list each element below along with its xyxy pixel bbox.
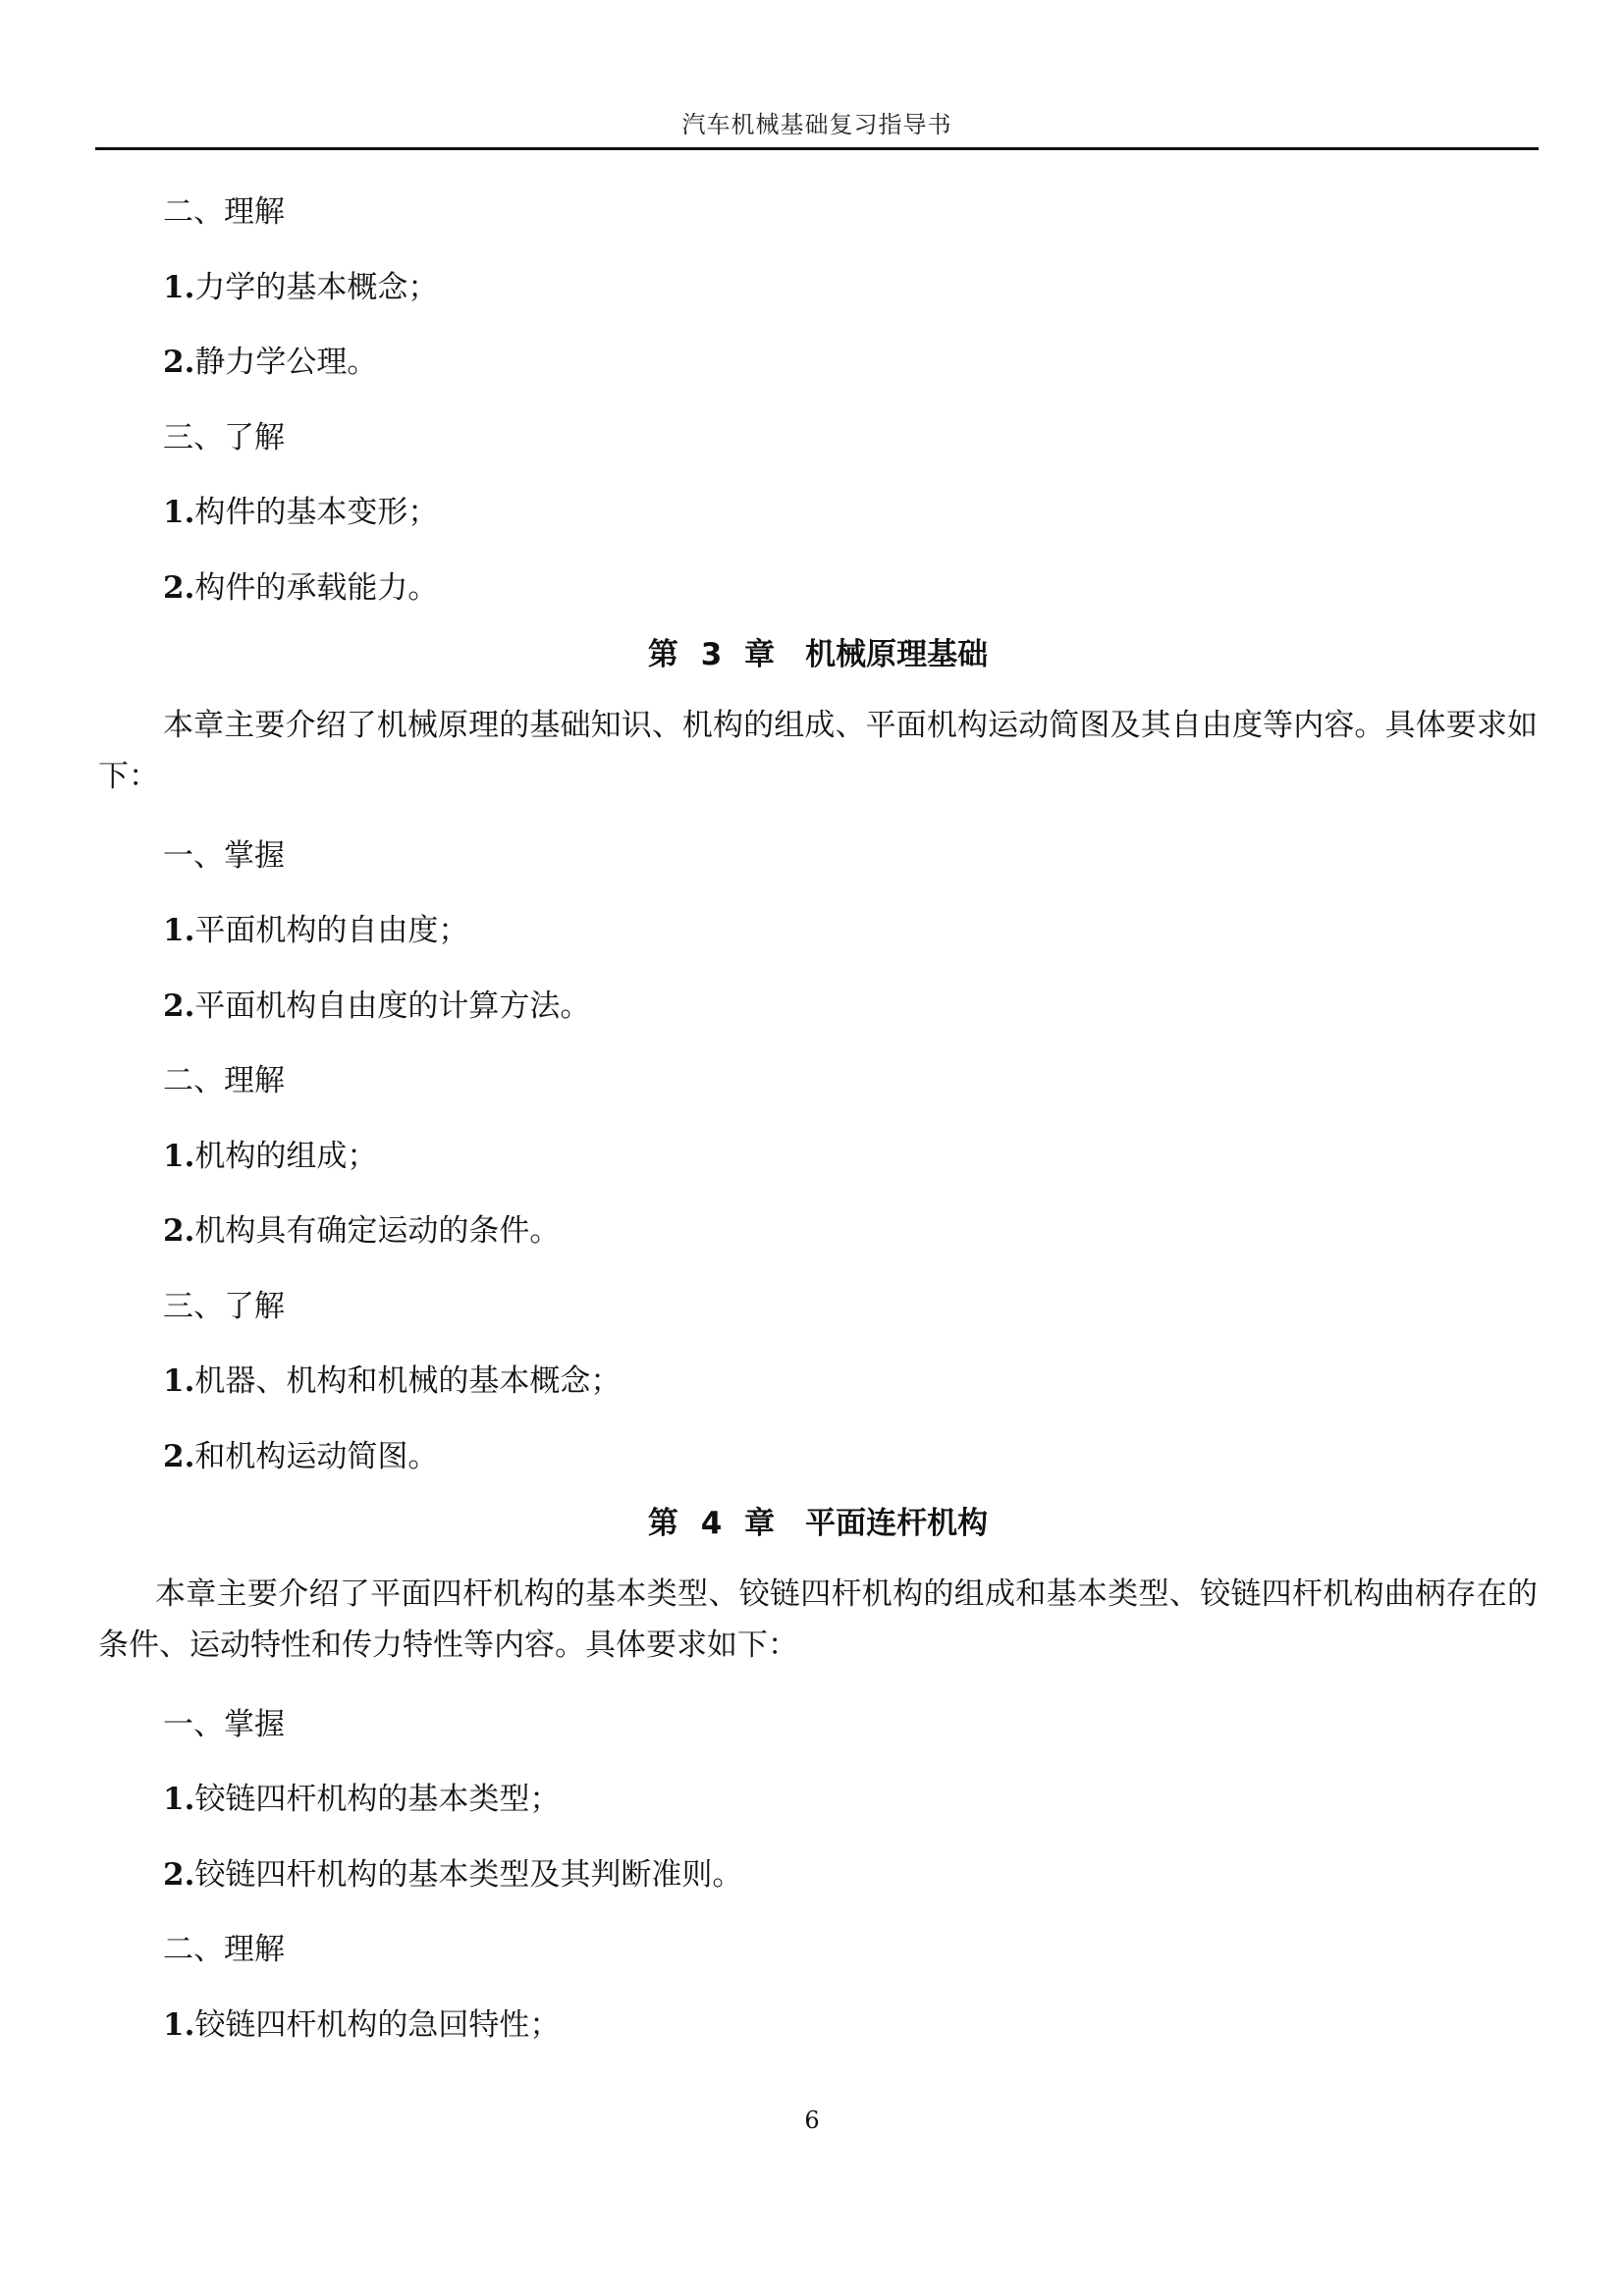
list-item: 1.机构的组成； (163, 1139, 378, 1174)
header-rule (95, 147, 1539, 150)
list-item: 1.铰链四杆机构的基本类型； (163, 1782, 561, 1817)
list-item: 1.机器、机构和机械的基本概念； (163, 1363, 622, 1399)
section-heading: 三、了解 (163, 1289, 285, 1324)
list-item: 2.构件的承载能力。 (163, 570, 439, 606)
section-heading: 二、理解 (163, 1932, 285, 1967)
list-item: 2.和机构运动简图。 (163, 1439, 439, 1474)
list-item: 2.铰链四杆机构的基本类型及其判断准则。 (163, 1857, 743, 1893)
chapter-title: 第 4 章 平面连杆机构 (647, 1506, 989, 1541)
section-heading: 一、掌握 (163, 1707, 285, 1742)
section-heading: 三、了解 (163, 420, 285, 455)
list-item: 1.平面机构的自由度； (163, 913, 469, 948)
running-header: 汽车机械基础复习指导书 (681, 111, 952, 138)
list-item: 1.力学的基本概念； (163, 270, 439, 305)
list-item: 2.静力学公理。 (163, 345, 378, 380)
list-item: 2.平面机构自由度的计算方法。 (163, 988, 591, 1024)
list-item: 2.机构具有确定运动的条件。 (163, 1213, 561, 1249)
page-number: 6 (804, 2107, 820, 2134)
chapter-intro: 本章主要介绍了机械原理的基础知识、机构的组成、平面机构运动简图及其自由度等内容。具体要求如下： (98, 708, 1538, 794)
section-heading: 一、掌握 (163, 838, 285, 874)
list-item: 1.铰链四杆机构的急回特性； (163, 2007, 561, 2043)
chapter-title: 第 3 章 机械原理基础 (647, 637, 989, 672)
section-heading: 二、理解 (163, 1063, 285, 1098)
list-item: 1.构件的基本变形； (163, 495, 439, 530)
chapter-intro: 本章主要介绍了平面四杆机构的基本类型、铰链四杆机构的组成和基本类型、铰链四杆机构曲柄存在的条件、运动特性和传力特性等内容。具体要求如下： (98, 1576, 1538, 1663)
section-heading: 二、理解 (163, 194, 285, 230)
